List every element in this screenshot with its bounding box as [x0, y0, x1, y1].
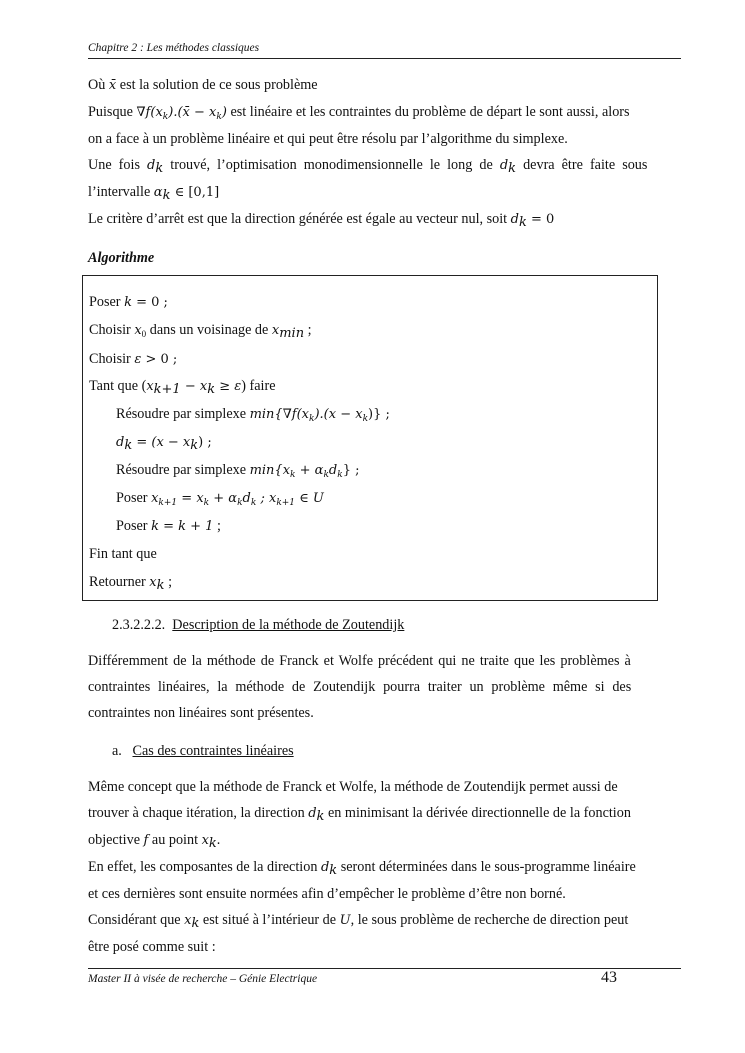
paragraph-line: contraintes non linéaires sont présentes.	[88, 705, 314, 721]
footer-text: Master II à visée de recherche – Génie Electrique	[88, 973, 318, 985]
intro-line: Où x̄ est la solution de ce sous problème	[88, 77, 318, 93]
intro-line: on a face à un problème linéaire et qui peut être résolu par l’algorithme du simplexe.	[88, 131, 568, 147]
algorithm-step: Retourner $x_k$ ;	[89, 574, 173, 593]
paragraph-line: trouver à chaque itération, la direction $d_k$ en minimisant la dérivée directionnelle de la fonction	[88, 805, 631, 824]
algorithm-step: Poser k = k + 1 ;	[116, 518, 221, 534]
paragraph-line: contraintes linéaires, la méthode de Zoutendijk pourra traiter un problème même si des	[88, 679, 632, 695]
intro-line: Puisque $\nabla f(x_k).(x̄ - x_k)$ est linéaire et les contraintes du problème de départ le sont aussi, alors	[88, 104, 630, 122]
algorithm-step: Poser $x_{k+1} = x_k + \alpha_kd_k$ ; $x_{k+1}$ ∈ U	[116, 490, 324, 508]
algorithm-step: Résoudre par simplexe $\min\{\nabla f(x_k).(x - x_k)\}$ ;	[116, 406, 390, 424]
intro-line: Le critère d’arrêt est que la direction générée est égale au vecteur nul, soit $d_k = 0$	[88, 211, 555, 230]
intro-line: l’intervalle $\alpha_k$ ∈ [0,1]	[88, 184, 220, 203]
algorithm-box	[82, 275, 658, 601]
paragraph-line: objective f au point $x_k$.	[88, 832, 221, 851]
paragraph-line: et ces dernières sont ensuite normées afin d’empêcher le problème d’être non borné.	[88, 886, 566, 902]
section-heading: 2.3.2.2.2. Description de la méthode de Zoutendijk	[112, 617, 405, 633]
paragraph-line: En effet, les composantes de la direction $d_k$ seront déterminées dans le sous-programme linéaire	[88, 859, 636, 878]
footer-rule	[88, 968, 681, 969]
algorithm-step: Tant que $(x_{k+1} - x_k \ge \varepsilon)$ faire	[89, 378, 276, 397]
intro-line: Une fois $d_k$ trouvé, l’optimisation monodimensionnelle le long de $d_k$ devra être faite sous	[88, 157, 648, 176]
algorithm-step: Résoudre par simplexe $\min\{x_k + \alpha_kd_k\}$ ;	[116, 462, 360, 480]
subsection-heading: a. Cas des contraintes linéaires	[112, 743, 294, 759]
algorithm-step: Choisir $x_0$ dans un voisinage de $x_{min}$ ;	[89, 322, 312, 341]
header-rule	[88, 58, 681, 59]
intro-paragraph	[88, 72, 673, 233]
paragraph-line: Différemment de la méthode de Franck et Wolfe précédent qui ne traite que les problèmes à	[88, 653, 631, 669]
linear-constraints-paragraph	[88, 774, 673, 960]
algorithm-step: $d_k = (x - x_k)$ ;	[116, 435, 212, 453]
zoutendijk-intro-paragraph	[88, 648, 673, 726]
paragraph-line: être posé comme suit :	[88, 939, 216, 955]
algorithm-step: Poser k = 0 ;	[89, 294, 168, 310]
algorithm-step: Choisir ε > 0 ;	[89, 351, 178, 367]
algorithm-title: Algorithme	[88, 250, 155, 266]
algorithm-step: Fin tant que	[89, 546, 157, 562]
paragraph-line: Même concept que la méthode de Franck et Wolfe, la méthode de Zoutendijk permet aussi de	[88, 779, 618, 795]
page-number: 43	[601, 969, 617, 986]
running-header: Chapitre 2 : Les méthodes classiques	[88, 42, 260, 54]
paragraph-line: Considérant que $x_k$ est situé à l’intérieur de U, le sous problème de recherche de direction peut	[88, 912, 629, 931]
